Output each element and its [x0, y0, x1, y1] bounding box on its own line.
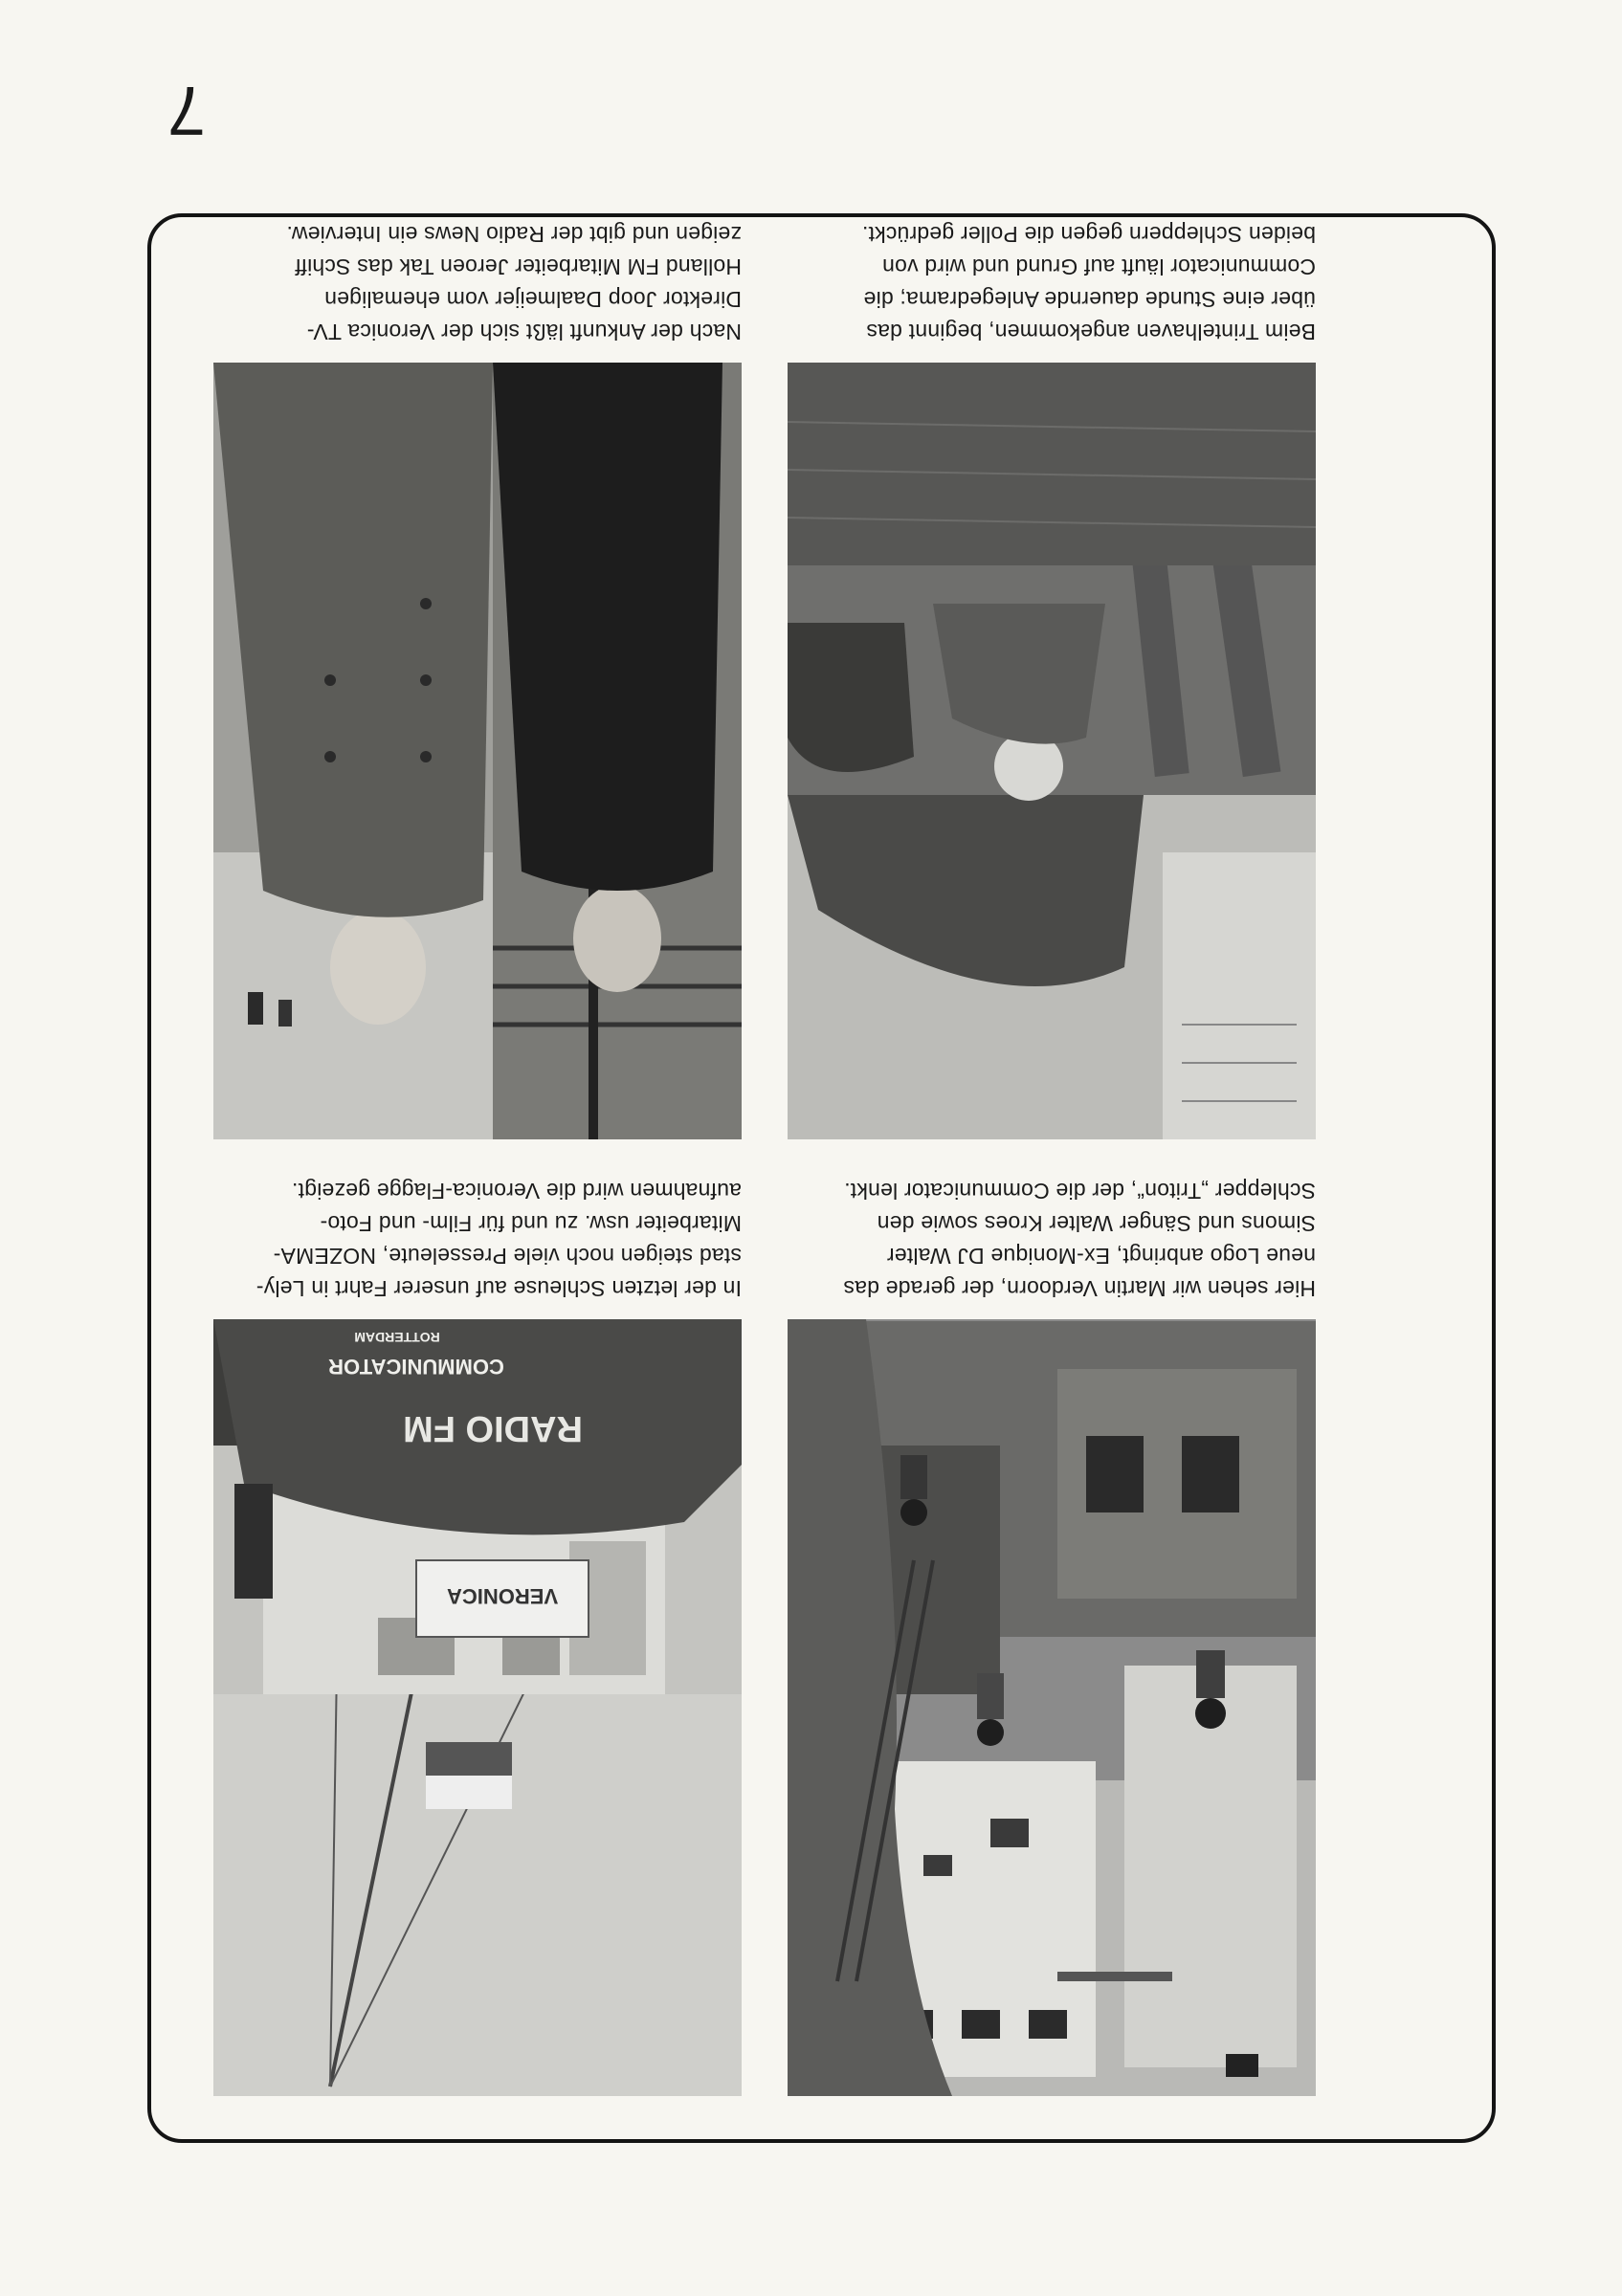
photo-ship-deck [788, 1319, 1316, 2096]
caption-trintelhaven: Beim Trintelhaven angekommen, beginnt das über eine Stunde dauernde Anlegedrama; die Communicator läuft auf Grund und wird von beiden Schleppern gegen die Poller gedrückt. [861, 222, 1316, 344]
caption-interview: Nach der Ankunft läßt sich der Veronica TV- Direktor Joop Daalmeijer vom ehemaligen Holland FM Mitarbeiter Jeroen Tak das Schiff zeigen und gibt der Radio News ein Interview. [286, 222, 742, 344]
photo-ship-in-lock [213, 1319, 742, 2096]
ship-banner-text: VERONICA [446, 1584, 559, 1608]
page-number: 7 [167, 72, 207, 148]
photo-mooring-tug [788, 363, 1316, 1139]
ship-hull-name-text: COMMUNICATOR [328, 1355, 504, 1379]
caption-lelystad-lock: In der letzten Schleuse auf unserer Fahrt in Lely- stad steigen noch viele Presseleute, NOZEMA- Mitarbeiter usw. zu und für Film- und Foto- aufnahmen wird die Veronica-Flagge gezeigt. [256, 1179, 742, 1301]
ship-hull-port-text: ROTTERDAM [354, 1330, 440, 1345]
ship-hull-side-text: RADIO FM [403, 1408, 583, 1448]
caption-verdoorn-logo: Hier sehen wir Martin Verdoorn, der gerade das neue Logo anbringt, Ex-Monique DJ Walter Simons und Sänger Walter Kroes sowie den Schlepper „Triton“, der die Communicator lenkt. [843, 1179, 1316, 1301]
photo-frame [147, 213, 1496, 2143]
photo-interview [213, 363, 742, 1139]
